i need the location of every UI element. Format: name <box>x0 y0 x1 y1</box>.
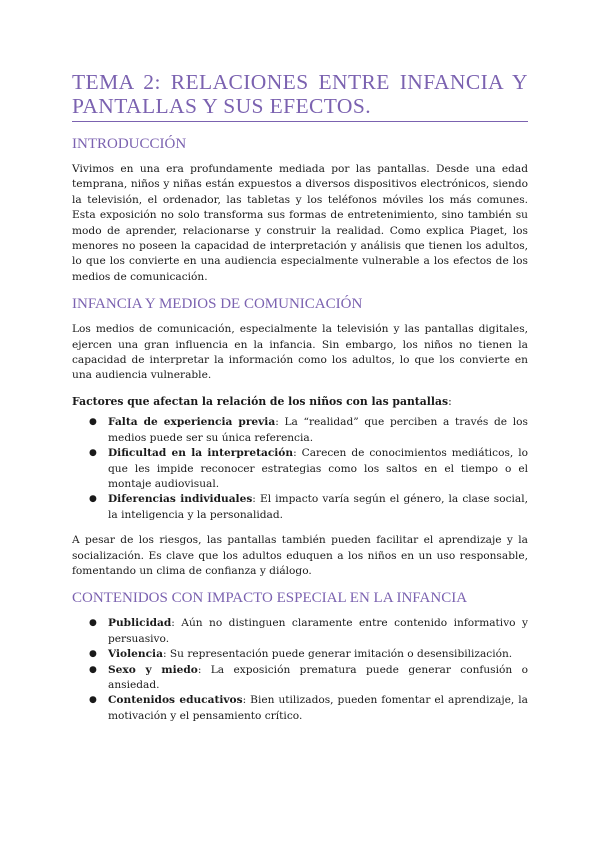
factor-text: : La “realidad” que perciben a través de los medios puede ser su única referencia. <box>108 416 528 444</box>
content-term: Violencia <box>108 648 163 661</box>
bullet-icon: ● <box>89 649 97 660</box>
factor-term: Diferencias individuales <box>108 493 253 506</box>
factor-term: Dificultad en la interpretación <box>108 447 294 460</box>
factors-list <box>72 415 528 523</box>
factor-term: Falta de experiencia previa <box>108 416 276 429</box>
bullet-icon: ● <box>89 664 97 675</box>
bullet-icon: ● <box>89 494 97 505</box>
document-page <box>72 70 528 734</box>
content-text: : Su representación puede generar imitación o desensibilización. <box>162 648 513 661</box>
content-text: : La exposición prematura puede generar confusión o ansiedad. <box>108 663 528 691</box>
content-term: Publicidad <box>108 617 172 630</box>
factor-text: : Carecen de conocimientos mediáticos, lo que les impide reconocer estrategias como los saltos en el tiempo o el montaje audiovisual. <box>108 447 528 490</box>
list-item <box>89 446 528 492</box>
intro-paragraph: Vivimos en una era profundamente mediada por las pantallas. Desde una edad temprana, niños y niñas están expuestos a diversos dispositivos electrónicos, siendo la televisión, el ordenador, las tabletas y los teléfonos móviles los más comunes. Esta exposición no solo transforma sus formas de entretenimiento, sino también su modo de aprender, relacionarse y construir la realidad. Como explica Piaget, los menores no poseen la capacidad de interpretación y análisis que tienen los adultos, lo que los convierte en una audiencia especialmente vulnerable a los efectos de los medios de comunicación. <box>72 163 528 283</box>
bullet-icon: ● <box>89 448 97 459</box>
factor-text: : El impacto varía según el género, la clase social, la inteligencia y la personalidad. <box>108 493 528 521</box>
list-item <box>89 693 529 724</box>
section-heading-introduccion: INTRODUCCIÓN <box>72 136 187 152</box>
factors-title-text: Factores que afectan la relación de los niños con las pantallas <box>72 394 449 408</box>
bullet-icon: ● <box>89 618 97 629</box>
content-text: : Bien utilizados, pueden fomentar el aprendizaje, la motivación y el pensamiento crítico. <box>108 694 529 722</box>
section-heading-contenidos: CONTENIDOS CON IMPACTO ESPECIAL EN LA INFANCIA <box>72 590 468 607</box>
contents-list <box>72 616 528 724</box>
medios-paragraph: Los medios de comunicación, especialmente la televisión y las pantallas digitales, ejercen una gran influencia en la infancia. Sin embargo, los niños no tienen la capacidad de interpretar la información como los adultos, lo que los convierte en una audiencia vulnerable. <box>72 323 528 382</box>
content-term: Sexo y miedo <box>108 663 198 676</box>
list-item <box>89 616 528 647</box>
content-term: Contenidos educativos <box>108 694 243 707</box>
list-item <box>89 647 528 662</box>
bullet-icon: ● <box>89 695 97 706</box>
page-title: TEMA 2: RELACIONES ENTRE INFANCIA Y PANTALLAS Y SUS EFECTOS. <box>72 70 528 122</box>
factors-title <box>72 394 528 409</box>
factors-title-colon: : <box>448 394 452 408</box>
content-text: : Aún no distinguen claramente entre contenido informativo y persuasivo. <box>108 617 528 645</box>
bullet-icon: ● <box>89 417 97 428</box>
section-heading-infancia-medios: INFANCIA Y MEDIOS DE COMUNICACIÓN <box>72 296 363 313</box>
closing-paragraph: A pesar de los riesgos, las pantallas también pueden facilitar el aprendizaje y la socialización. Es clave que los adultos eduquen a los niños en un uso responsable, fomentando un clima de confianza y diálogo. <box>72 534 528 577</box>
list-item <box>89 663 528 694</box>
list-item <box>89 415 528 446</box>
list-item <box>89 492 528 523</box>
